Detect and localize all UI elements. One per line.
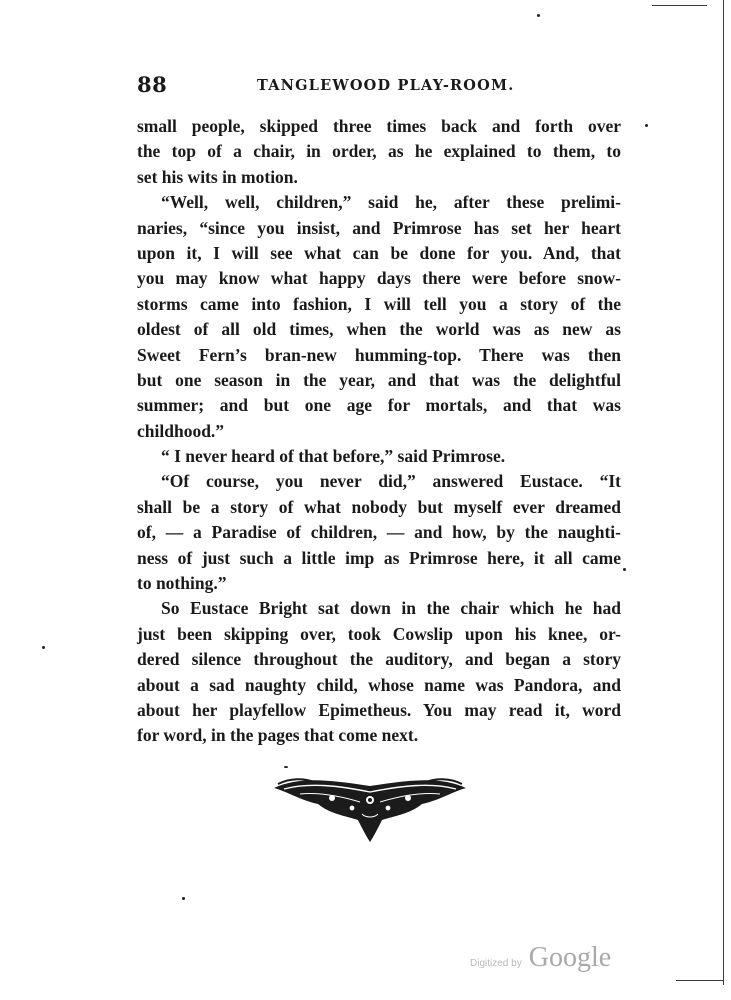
text-line: upon it, I will see what can be done for you. And, that bbox=[137, 242, 621, 263]
speck bbox=[645, 124, 648, 127]
body-text bbox=[137, 114, 621, 749]
running-title: TANGLEWOOD PLAY-ROOM. bbox=[257, 77, 515, 94]
text-line: small people, skipped three times back and forth over bbox=[137, 116, 621, 136]
text-line: of, — a Paradise of children, — and how, by the naughti- bbox=[137, 522, 621, 543]
speck bbox=[42, 646, 45, 649]
digitized-by-label: Digitized by bbox=[470, 958, 522, 969]
text-line: dered silence throughout the auditory, and began a story bbox=[137, 649, 621, 670]
google-logo-text: Google bbox=[528, 942, 612, 973]
text-line: about a sad naughty child, whose name was Pandora, and bbox=[137, 674, 621, 695]
text-line: ness of just such a little imp as Primrose here, it all came bbox=[137, 547, 621, 568]
speck bbox=[537, 14, 540, 17]
text-line: but one season in the year, and that was the delightful bbox=[137, 369, 621, 390]
text-line: the top of a chair, in order, as he explained to them, to bbox=[137, 141, 621, 162]
text-line: for word, in the pages that come next. bbox=[137, 725, 419, 746]
right-page-edge-line bbox=[723, 0, 724, 985]
text-line: “Well, well, children,” said he, after these prelimi- bbox=[161, 192, 621, 213]
speck bbox=[284, 766, 288, 768]
bottom-right-edge-mark bbox=[676, 980, 724, 981]
speck bbox=[182, 897, 185, 900]
speck bbox=[623, 568, 626, 571]
text-line: “Of course, you never did,” answered Eustace. “It bbox=[161, 471, 621, 492]
text-line: summer; and but one age for mortals, and that was bbox=[137, 395, 621, 416]
text-line: to nothing.” bbox=[137, 573, 227, 594]
page-number: 88 bbox=[137, 72, 168, 97]
text-line: storms came into fashion, I will tell you a story of the bbox=[137, 293, 621, 314]
text-line: naries, “since you insist, and Primrose has set her heart bbox=[137, 217, 621, 238]
text-line: “ I never heard of that before,” said Primrose. bbox=[161, 446, 506, 467]
text-line: oldest of all old times, when the world was as new as bbox=[137, 319, 621, 340]
text-line: about her playfellow Epimetheus. You may read it, word bbox=[137, 699, 621, 720]
text-line: So Eustace Bright sat down in the chair which he had bbox=[161, 598, 621, 619]
ornament-tailpiece-icon bbox=[270, 770, 470, 845]
text-line: childhood.” bbox=[137, 420, 225, 441]
text-line: set his wits in motion. bbox=[137, 166, 298, 187]
text-line: shall be a story of what nobody but myself ever dreamed bbox=[137, 496, 621, 517]
top-right-edge-mark bbox=[652, 5, 707, 6]
text-line: Sweet Fern’s bran-new humming-top. There was then bbox=[137, 344, 621, 365]
text-line: just been skipping over, took Cowslip upon his knee, or- bbox=[137, 623, 621, 644]
text-line: you may know what happy days there were before snow- bbox=[137, 268, 621, 289]
google-watermark bbox=[470, 942, 611, 974]
